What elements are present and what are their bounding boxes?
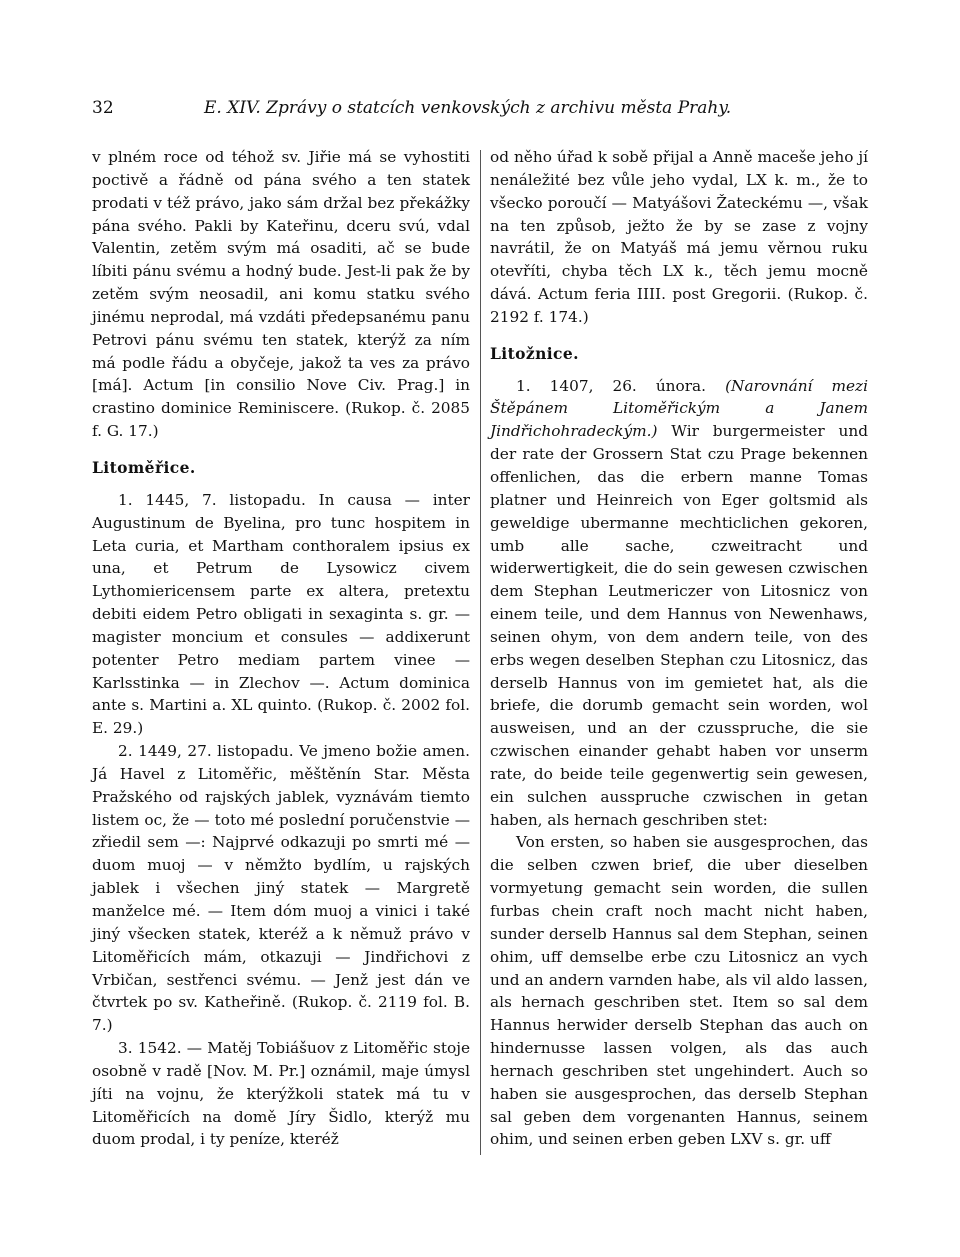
- right-paragraph-2-italic: (Narovnání mezi Štěpánem Litoměřickým a Janem Jindřichohradeckým.): [490, 376, 868, 441]
- column-divider: [480, 150, 481, 1155]
- left-paragraph-4: 3. 1542. — Matěj Tobiášuov z Litoměřic stoje osobně v radě [Nov. M. Pr.] oznámil, maje úmysl jíti na vojnu, že kterýžkoli statek má tu v Litoměřicích na domě Jíry Šidlo, kterýž mu duom prodal, i ty peníze, kteréž: [92, 1039, 470, 1149]
- right-column: [490, 146, 868, 1151]
- right-paragraph-2-lead: 1. 1407, 26. února.: [516, 376, 726, 395]
- page-number: 32: [92, 98, 114, 118]
- right-paragraph-2-rest: Wir burgermeister und der rate der Grossern Stat czu Prage bekennen offenlichen, das die erbern manne Tomas platner und Heinreich von Eger goltsmid als geweldige ubermanne mechticlichen gekoren, umb alle sache, czweitracht und widerwertigkeit, die do sein gewesen czwischen dem Stephan Leutmericzer von Litosnicz von einem teile, und dem Hannus von Newenhaws, seinen ohym, von dem andern teile, von des erbs wegen deselben Stephan czu Litosnicz, das derselb Hannus von im gemietet hat, als die briefe, die dorumb gemacht sein worden, wol ausweisen, und an der czusspruche, die sie czwischen einander gehabt haben vor unserm rate, do beide teile gegenwertig sein gewesen, ein sulchen ausspruche czwischen in getan haben, als hernach geschriben stet:: [490, 422, 868, 829]
- section-heading-litoznice: Litožnice.: [490, 343, 579, 363]
- left-paragraph-2: 1. 1445, 7. listopadu. In causa — inter Augustinum de Byelina, pro tunc hospitem in Leta curia, et Martham conthoralem ipsius ex una, et Petrum de Lysowicz civem Lythomiericensem parte ex altera, pretextu debiti eidem Petro obligati in sexaginta s. gr. — magister moncium et consules — addixerunt potenter Petro mediam partem vinee — Karlsstinka — in Zlechov —. Actum dominica ante s. Martini a. XL quinto. (Rukop. č. 2002 fol. E. 29.): [92, 490, 470, 738]
- right-paragraph-2: [490, 375, 868, 832]
- right-paragraph-1: od něho úřad k sobě přijal a Anně maceše jeho jí nenáležité bez vůle jeho vydal, LX k. m., že to všecko poroučí — Matyášovi Žateckému —, však na ten způsob, ježto že by se zase z vojny navrátil, že on Matyáš má jemu věrnou ruku otevříti, chyba těch LX k., těch jemu mocně dává. Actum feria IIII. post Gregorii. (Rukop. č. 2192 f. 174.): [490, 148, 868, 326]
- left-paragraph-3: 2. 1449, 27. listopadu. Ve jmeno božie amen. Já Havel z Litoměřic, měštěnín Star. Města Pražského od rajských jablek, vyznávám tiemto listem oc, že — toto mé poslední poručenstvie — zřiedil sem —: Najprvé odkazuji po smrti mé — duom muoj — v němžto bydlím, u rajských jablek i všechen jiný statek — Margretě manželce mé. — Item dóm muoj a vinici i také jiný všecken statek, kteréž a k němuž právo v Litoměřicích mám, otkazuji — Jindřichovi z Vrbičan, sestřenci svému. — Jenž jest dán ve čtvrtek po sv. Katheřině. (Rukop. č. 2119 fol. B. 7.): [92, 742, 470, 1035]
- left-paragraph-1: v plném roce od téhož sv. Jiřie má se vyhostiti poctivě a řádně od pána svého a ten statek prodati v též právo, jako sám držal bez překážky pána svého. Pakli by Kateřinu, dceru svú, vdal Valentin, zetěm svým má osaditi, ač se bude líbiti pánu svému a hodný bude. Jest-li pak že by zetěm svým neosadil, ani komu statku svého jinému neprodal, má vzdáti předepsanému panu Petrovi pánu svému ten statek, kterýž za ním má podle řádu a obyčeje, jakož ta ves za právo [má]. Actum [in consilio Nove Civ. Prag.] in crastino dominice Reminiscere. (Rukop. č. 2085 f. G. 17.): [92, 148, 470, 441]
- left-column: [92, 146, 470, 1151]
- running-title: E. XIV. Zprávy o statcích venkovských z archivu města Prahy.: [204, 98, 732, 118]
- right-paragraph-3: Von ersten, so haben sie ausgesprochen, das die selben czwen brief, die uber dieselben vormyetung gemacht sein worden, die sullen furbas chein craft noch macht nicht haben, sunder derselb Hannus sal dem Stephan, seinen ohim, uff demselbe erbe czu Litosnicz an vych und an andern varnden habe, als vil aldo lassen, als hernach geschriben stet. Item so sal dem Hannus herwider derselb Stephan das auch on hindernusse lassen volgen, als das auch hernach geschriben stet ungehindert. Auch so haben sie ausgesprochen, das derselb Stephan sal geben dem vorgenanten Hannus, seinem ohim, und seinen erben geben LXV s. gr. uff: [490, 833, 868, 1149]
- page-header: [92, 98, 872, 124]
- section-heading-litomerice: Litoměřice.: [92, 457, 196, 477]
